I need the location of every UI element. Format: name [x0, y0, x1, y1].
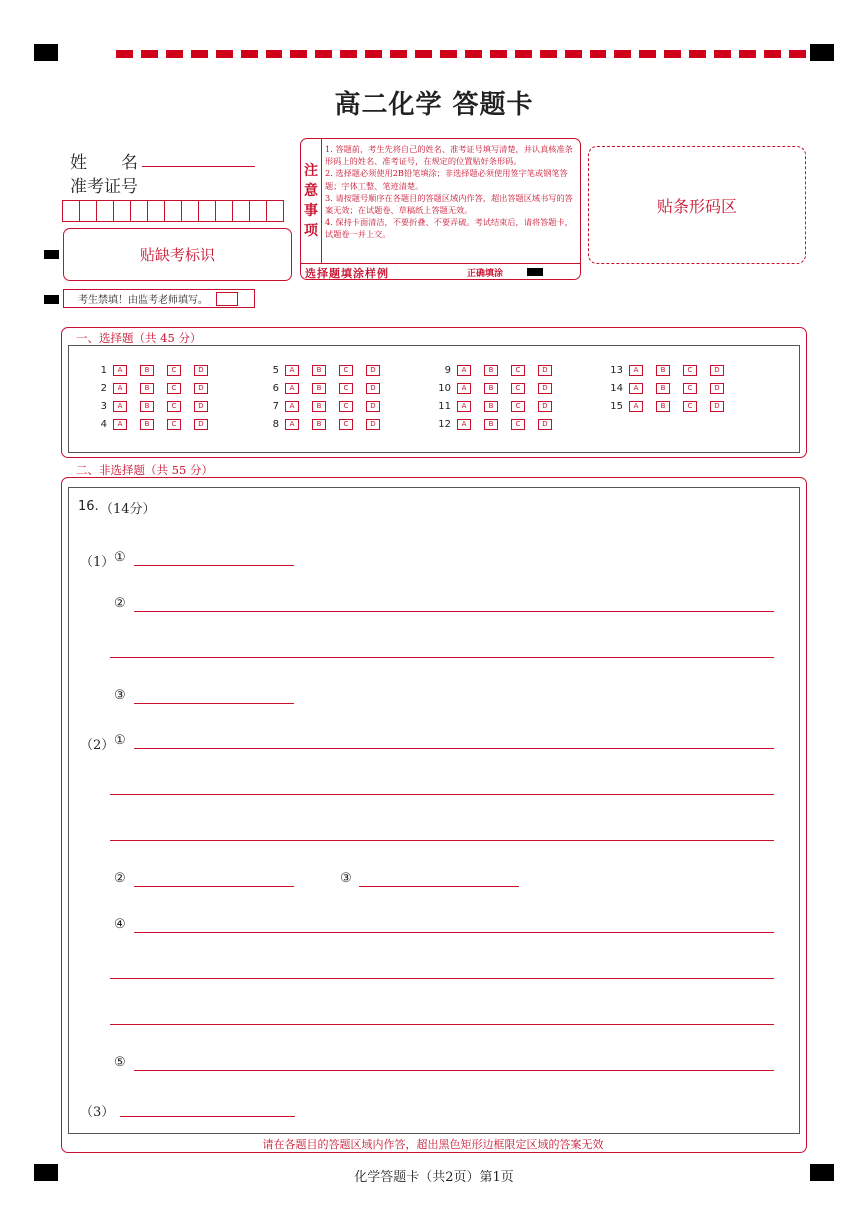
mcq-option-d[interactable]: D — [538, 401, 552, 412]
section1-title: 一、选择题（共 45 分） — [76, 331, 202, 345]
notice-item: 1. 答题前，考生先将自己的姓名、准考证号填写清楚，并认真核准条形码上的姓名、准考证号，在规定的位置贴好条形码。 — [325, 144, 573, 167]
timing-dash — [515, 50, 532, 58]
id-digit-cell[interactable] — [96, 200, 114, 222]
mcq-question-15 — [609, 401, 737, 412]
mcq-option-c[interactable]: C — [339, 365, 353, 376]
mcq-option-c[interactable]: C — [339, 419, 353, 430]
notice-box — [300, 138, 581, 280]
id-digit-cell[interactable] — [147, 200, 165, 222]
id-digit-cell[interactable] — [62, 200, 80, 222]
mcq-option-d[interactable]: D — [366, 383, 380, 394]
timing-dash — [590, 50, 607, 58]
mcq-option-a[interactable]: A — [457, 419, 471, 430]
id-digit-cell[interactable] — [266, 200, 284, 222]
mcq-number: 5 — [272, 365, 279, 376]
mcq-option-b[interactable]: B — [140, 365, 154, 376]
mcq-option-c[interactable]: C — [511, 383, 525, 394]
part-2-label: （2） — [80, 738, 115, 753]
proctor-only-box — [63, 289, 255, 308]
id-digit-cell[interactable] — [215, 200, 233, 222]
mcq-question-13 — [609, 365, 737, 376]
answer-line-2-4c[interactable] — [110, 1024, 774, 1025]
mcq-option-b[interactable]: B — [312, 419, 326, 430]
marker-3: ③ — [114, 688, 126, 703]
mcq-option-b[interactable]: B — [656, 383, 670, 394]
mcq-option-b[interactable]: B — [140, 419, 154, 430]
timing-dash — [664, 50, 681, 58]
mcq-option-a[interactable]: A — [629, 365, 643, 376]
answer-line-2-4[interactable] — [134, 932, 774, 933]
mcq-number: 9 — [444, 365, 451, 376]
timing-dash — [689, 50, 706, 58]
mcq-number: 8 — [272, 419, 279, 430]
id-digit-cell[interactable] — [164, 200, 182, 222]
timing-dash — [739, 50, 756, 58]
mcq-number: 3 — [100, 401, 107, 412]
id-digit-cell[interactable] — [113, 200, 131, 222]
mcq-option-c[interactable]: C — [683, 383, 697, 394]
mcq-number: 4 — [100, 419, 107, 430]
notice-item: 4. 保持卡面清洁，不要折叠、不要弄破。考试结束后，请将答题卡，试题卷一并上交。 — [325, 217, 573, 240]
part-1-label: （1） — [80, 555, 115, 570]
answer-line-2-5[interactable] — [134, 1070, 774, 1071]
mcq-option-d[interactable]: D — [710, 365, 724, 376]
mcq-option-c[interactable]: C — [339, 383, 353, 394]
mcq-option-d[interactable]: D — [538, 365, 552, 376]
answer-line-2-2[interactable] — [134, 886, 294, 887]
mcq-option-d[interactable]: D — [366, 401, 380, 412]
side-marker — [44, 295, 59, 304]
mcq-option-b[interactable]: B — [656, 401, 670, 412]
answer-line-3[interactable] — [120, 1116, 295, 1117]
timing-dash — [764, 50, 781, 58]
marker-1: ① — [114, 550, 126, 565]
mcq-option-a[interactable]: A — [629, 401, 643, 412]
mcq-question-14 — [609, 383, 737, 394]
mcq-option-b[interactable]: B — [484, 383, 498, 394]
mcq-number: 6 — [272, 383, 279, 394]
proctor-label: 考生禁填！由监考老师填写。 — [78, 295, 208, 306]
notice-item: 2. 选择题必须使用2B铅笔填涂；非选择题必须使用签字笔或钢笔答题；字体工整、笔迹清楚。 — [325, 168, 568, 191]
mcq-option-c[interactable]: C — [167, 365, 181, 376]
timing-dash — [116, 50, 133, 58]
barcode-area: 贴条形码区 — [588, 146, 806, 264]
marker-3: ③ — [340, 871, 352, 886]
timing-dash — [415, 50, 432, 58]
mcq-question-5 — [265, 365, 393, 376]
timing-dash — [290, 50, 307, 58]
mcq-question-12 — [437, 419, 565, 430]
mcq-option-d[interactable]: D — [710, 383, 724, 394]
id-digit-cell[interactable] — [232, 200, 250, 222]
name-label: 姓 名 — [70, 153, 138, 173]
answer-line-2-1b[interactable] — [110, 794, 774, 795]
mcq-option-d[interactable]: D — [538, 383, 552, 394]
timing-dash — [216, 50, 233, 58]
mcq-option-c[interactable]: C — [683, 365, 697, 376]
question-16-points: （14分） — [100, 502, 156, 517]
mcq-number: 10 — [438, 383, 451, 394]
timing-dash — [340, 50, 357, 58]
missing-exam-sticker-area: 贴缺考标识 — [63, 228, 292, 281]
mcq-option-b[interactable]: B — [140, 401, 154, 412]
mcq-option-b[interactable]: B — [484, 419, 498, 430]
notice-heading: 注 意 事 项 — [301, 139, 322, 263]
mcq-option-b[interactable]: B — [312, 383, 326, 394]
mcq-option-b[interactable]: B — [140, 383, 154, 394]
mcq-number: 15 — [610, 401, 623, 412]
mcq-option-a[interactable]: A — [113, 419, 127, 430]
mcq-number: 2 — [100, 383, 107, 394]
timing-dash — [490, 50, 507, 58]
notice-item: 3. 请按题号顺序在各题目的答题区域内作答，超出答题区域书写的答案无效；在试题卷、草稿纸上答题无效。 — [325, 192, 573, 216]
mcq-option-a[interactable]: A — [113, 383, 127, 394]
answer-line-1-2[interactable] — [134, 611, 774, 612]
corner-mark-top-right — [810, 44, 834, 61]
question-16-number: 16. — [78, 499, 99, 514]
mcq-option-a[interactable]: A — [285, 401, 299, 412]
corner-mark-top-left — [34, 44, 58, 61]
correct-fill-label: 正确填涂 — [467, 269, 504, 279]
side-marker — [44, 250, 59, 259]
answer-area-warning: 请在各题目的答题区域内作答，超出黑色矩形边框限定区域的答案无效 — [262, 1138, 604, 1151]
proctor-checkbox[interactable] — [216, 292, 238, 306]
mcq-option-c[interactable]: C — [339, 401, 353, 412]
mcq-number: 11 — [438, 401, 451, 412]
marker-4: ④ — [114, 917, 126, 932]
answer-line-1-3[interactable] — [134, 703, 294, 704]
timing-dash — [390, 50, 407, 58]
mcq-number: 12 — [438, 419, 451, 430]
answer-area — [68, 487, 800, 1134]
filled-sample — [527, 268, 543, 276]
notice-items — [325, 143, 577, 241]
timing-dash — [565, 50, 582, 58]
mcq-option-a[interactable]: A — [113, 365, 127, 376]
mcq-option-a[interactable]: A — [285, 419, 299, 430]
timing-dash — [166, 50, 183, 58]
id-grid[interactable] — [63, 200, 284, 222]
timing-dash — [191, 50, 208, 58]
mcq-question-11 — [437, 401, 565, 412]
timing-dash — [141, 50, 158, 58]
mcq-option-d[interactable]: D — [366, 419, 380, 430]
mcq-question-10 — [437, 383, 565, 394]
mcq-option-d[interactable]: D — [194, 383, 208, 394]
timing-dash — [714, 50, 731, 58]
answer-line-2-1[interactable] — [134, 748, 774, 749]
timing-dash — [614, 50, 631, 58]
timing-dash — [789, 50, 806, 58]
mcq-question-9 — [437, 365, 565, 376]
mcq-number: 7 — [272, 401, 279, 412]
timing-dash — [365, 50, 382, 58]
id-digit-cell[interactable] — [249, 200, 267, 222]
timing-dash — [315, 50, 332, 58]
mcq-number: 13 — [610, 365, 623, 376]
mcq-option-c[interactable]: C — [683, 401, 697, 412]
mcq-option-d[interactable]: D — [194, 401, 208, 412]
mcq-option-d[interactable]: D — [194, 365, 208, 376]
mcq-option-a[interactable]: A — [113, 401, 127, 412]
mcq-question-3 — [93, 401, 221, 412]
mcq-option-a[interactable]: A — [457, 365, 471, 376]
mcq-option-c[interactable]: C — [511, 419, 525, 430]
mcq-number: 1 — [100, 365, 107, 376]
mcq-option-d[interactable]: D — [710, 401, 724, 412]
section2-title: 二、非选择题（共 55 分） — [76, 463, 213, 477]
mcq-question-7 — [265, 401, 393, 412]
mcq-option-a[interactable]: A — [457, 401, 471, 412]
id-digit-cell[interactable] — [198, 200, 216, 222]
mcq-option-c[interactable]: C — [511, 365, 525, 376]
part-3-label: （3） — [80, 1105, 115, 1120]
fill-example-row — [301, 263, 580, 280]
mcq-option-b[interactable]: B — [656, 365, 670, 376]
answer-line-1-1[interactable] — [134, 565, 294, 566]
multiple-choice-grid — [68, 345, 800, 453]
mcq-number: 14 — [610, 383, 623, 394]
mcq-option-d[interactable]: D — [538, 419, 552, 430]
timing-dash — [639, 50, 656, 58]
mcq-question-1 — [93, 365, 221, 376]
id-digit-cell[interactable] — [181, 200, 199, 222]
mcq-option-d[interactable]: D — [366, 365, 380, 376]
mcq-question-2 — [93, 383, 221, 394]
mcq-option-c[interactable]: C — [511, 401, 525, 412]
timing-dash — [465, 50, 482, 58]
mcq-option-a[interactable]: A — [285, 365, 299, 376]
marker-1: ① — [114, 733, 126, 748]
timing-dash — [540, 50, 557, 58]
mcq-question-8 — [265, 419, 393, 430]
id-digit-cell[interactable] — [79, 200, 97, 222]
marker-5: ⑤ — [114, 1055, 126, 1070]
page-title: 高二化学 答题卡 — [334, 90, 534, 120]
answer-line-2-1c[interactable] — [110, 840, 774, 841]
answer-line-1-2b[interactable] — [110, 657, 774, 658]
mcq-option-b[interactable]: B — [312, 401, 326, 412]
marker-2: ② — [114, 596, 126, 611]
answer-line-2-3[interactable] — [359, 886, 519, 887]
marker-2: ② — [114, 871, 126, 886]
mcq-option-c[interactable]: C — [167, 419, 181, 430]
mcq-option-c[interactable]: C — [167, 401, 181, 412]
timing-dash — [440, 50, 457, 58]
mcq-option-d[interactable]: D — [194, 419, 208, 430]
name-field[interactable] — [142, 147, 255, 167]
fill-example-label: 选择题填涂样例 — [305, 267, 389, 280]
mcq-option-a[interactable]: A — [285, 383, 299, 394]
mcq-question-4 — [93, 419, 221, 430]
timing-dash — [241, 50, 258, 58]
timing-dash — [266, 50, 283, 58]
mcq-option-b[interactable]: B — [312, 365, 326, 376]
page-footer: 化学答题卡（共2页）第1页 — [354, 1170, 514, 1185]
id-label: 准考证号 — [70, 177, 138, 197]
mcq-question-6 — [265, 383, 393, 394]
mcq-option-a[interactable]: A — [457, 383, 471, 394]
id-digit-cell[interactable] — [130, 200, 148, 222]
mcq-option-a[interactable]: A — [629, 383, 643, 394]
mcq-option-b[interactable]: B — [484, 401, 498, 412]
mcq-option-b[interactable]: B — [484, 365, 498, 376]
mcq-option-c[interactable]: C — [167, 383, 181, 394]
answer-line-2-4b[interactable] — [110, 978, 774, 979]
timing-track — [116, 50, 806, 58]
